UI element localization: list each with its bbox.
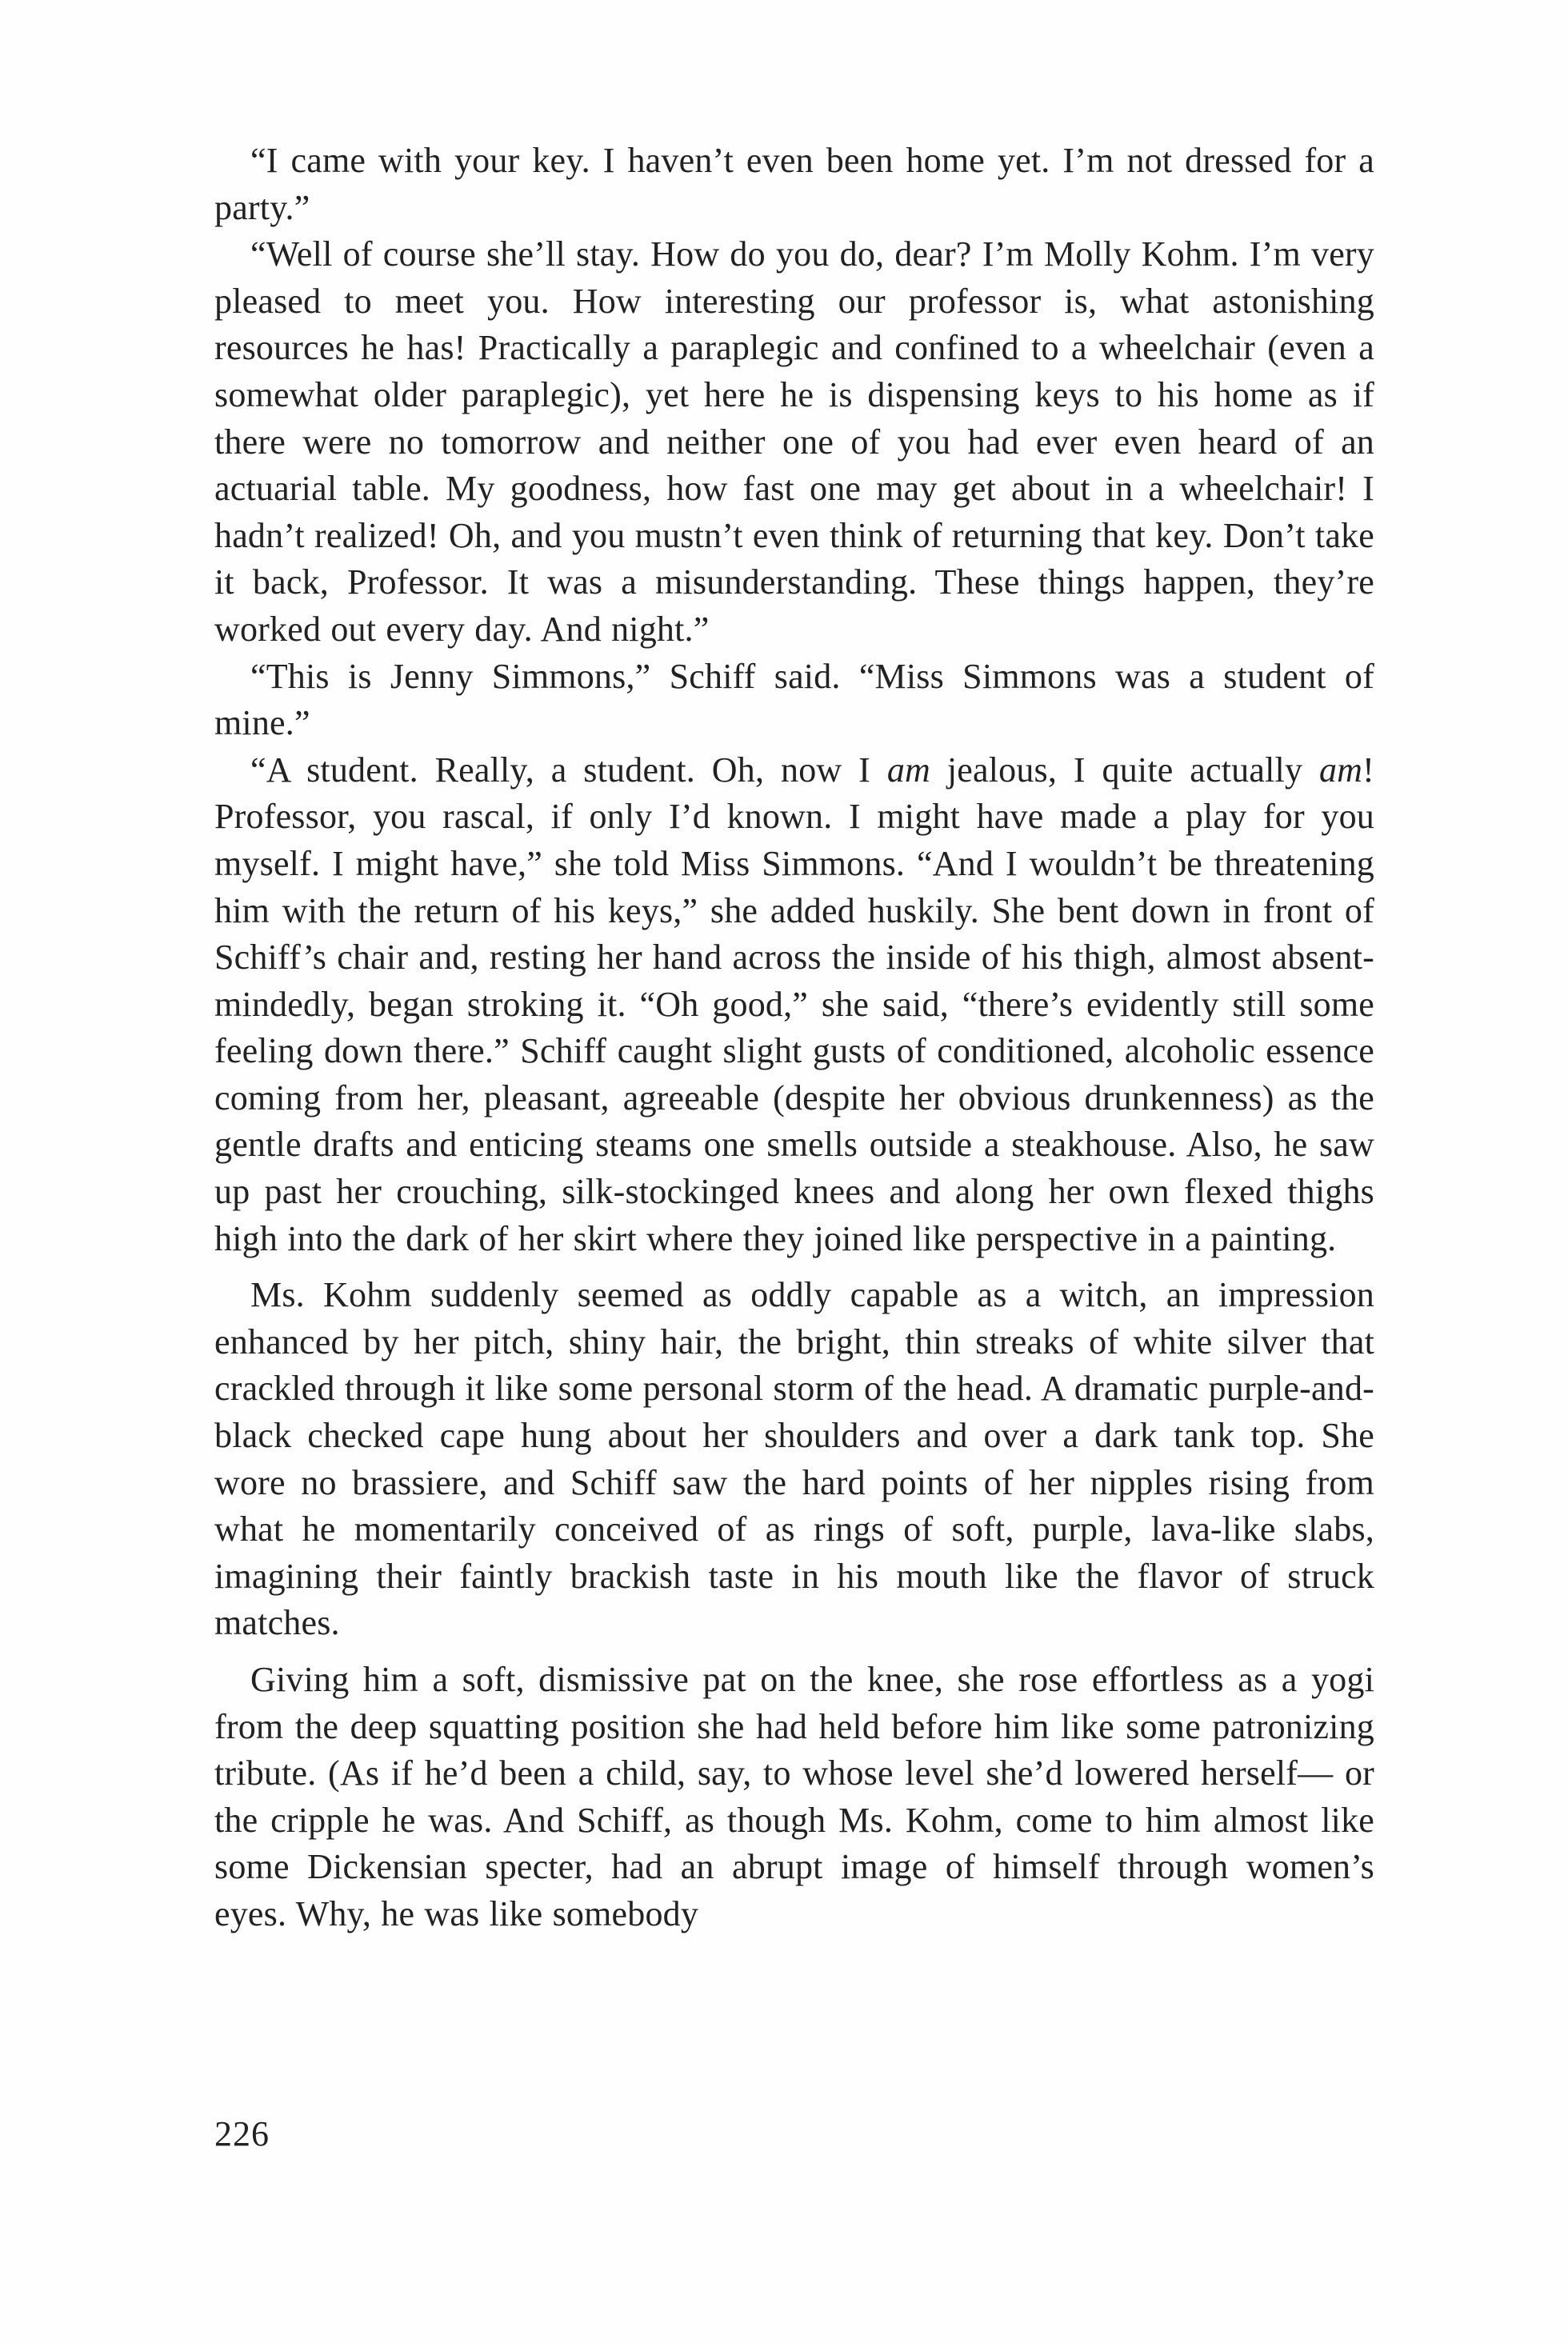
paragraph-1: “I came with your key. I haven’t even been home yet. I’m not dressed for a party.” xyxy=(214,141,1374,227)
paragraph-4-emphasis-1: am xyxy=(886,750,931,790)
paragraph-4-part-c: ! Professor, you rascal, if only I’d known. I might have made a play for you myself. I might have,” she told Miss Simmons. “And I wouldn’t be threatening him with the return of his keys,” she added huskily. She bent down in front of Schiff’s chair and, resting her hand across the inside of his thigh, almost absent-mindedly, began stroking it. “Oh good,” she said, “there’s evidently still some feeling down there.” Schiff caught slight gusts of conditioned, alcoholic essence coming from her, pleasant, agreeable (despite her obvious drunkenness) as the gentle drafts and enticing steams one smells outside a steakhouse. Also, he saw up past her crouching, silk-stockinged knees and along her own flexed thighs high into the dark of her skirt where they joined like perspective in a painting. xyxy=(214,750,1374,1258)
body-text xyxy=(214,138,1374,1938)
paragraph-2: “Well of course she’ll stay. How do you do, dear? I’m Molly Kohm. I’m very pleased to meet you. How interesting our professor is, what astonishing resources he has! Practically a paraplegic and confined to a wheelchair (even a somewhat older paraplegic), yet here he is dispensing keys to his home as if there were no tomorrow and neither one of you had ever even heard of an actuarial table. My goodness, how fast one may get about in a wheelchair! I hadn’t realized! Oh, and you mustn’t even think of returning that key. Don’t take it back, Professor. It was a misunderstanding. These things happen, they’re worked out every day. And night.” xyxy=(214,234,1374,649)
paragraph-4-part-a: “A student. Really, a student. Oh, now I xyxy=(250,750,887,790)
paragraph-3: “This is Jenny Simmons,” Schiff said. “Miss Simmons was a student of mine.” xyxy=(214,656,1374,743)
paragraph-6: Giving him a soft, dismissive pat on the knee, she rose effortless as a yogi from the deep squatting position she had held before him like some patronizing tribute. (As if he’d been a child, say, to whose level she’d lowered herself— or the cripple he was. And Schiff, as though Ms. Kohm, come to him almost like some Dickensian specter, had an abrupt image of himself through women’s eyes. Why, he was like somebody xyxy=(214,1660,1374,1933)
paragraph-4 xyxy=(214,747,1374,1263)
page-number: 226 xyxy=(214,2114,270,2153)
paragraph-5: Ms. Kohm suddenly seemed as oddly capable as a witch, an impression enhanced by her pitch, shiny hair, the bright, thin streaks of white silver that crackled through it like some personal storm of the head. A dramatic purple-and-black checked cape hung about her shoulders and over a dark tank top. She wore no brassiere, and Schiff saw the hard points of her nipples rising from what he momentarily conceived of as rings of soft, purple, lava-like slabs, imagining their faintly brackish taste in his mouth like the flavor of struck matches. xyxy=(214,1275,1374,1643)
paragraph-4-emphasis-2: am xyxy=(1318,750,1363,790)
paragraph-4-part-b: jealous, I quite actually xyxy=(930,750,1319,790)
